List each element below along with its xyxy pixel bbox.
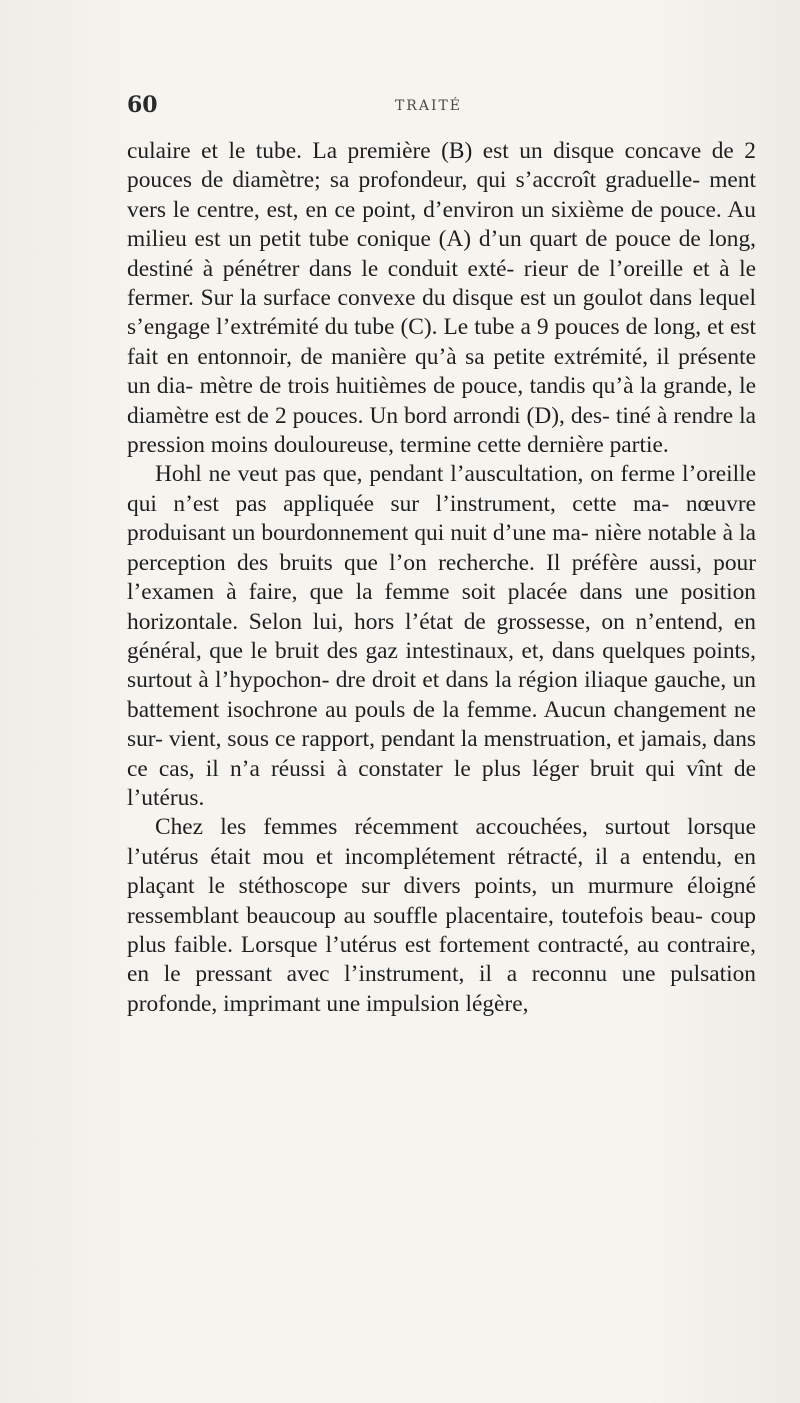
paragraph-3: Chez les femmes récemment accouchées, surtout lorsque l’utérus était mou et incomplétement rétracté, il a entendu, en plaçant le stéthoscope sur divers points, un murmure éloigné ressemblant beaucoup au souffle placentaire, toutefois beau- coup plus faible. Lorsque l’utérus est fortement contracté, au contraire, en le pressant avec l’instrument, il a reconnu une pulsation profonde, imprimant une impulsion légère,: [127, 814, 756, 1017]
paragraph-2: Hohl ne veut pas que, pendant l’auscultation, on ferme l’oreille qui n’est pas appliquée sur l’instrument, cette ma- nœuvre produisant un bourdonnement qui nuit d’une ma- nière notable à la perception des bruits que l’on recherche. Il préfère aussi, pour l’examen à faire, que la femme soit placée dans une position horizontale. Selon lui, hors l’état de grossesse, on n’entend, en général, que le bruit des gaz intestinaux, et, dans quelques points, surtout à l’hypochon- dre droit et dans la région iliaque gauche, un battement isochrone au pouls de la femme. Aucun changement ne sur- vient, sous ce rapport, pendant la menstruation, et jamais, dans ce cas, il n’a réussi à constater le plus léger bruit qui vînt de l’utérus.: [127, 461, 756, 811]
page-number: 60: [127, 92, 158, 118]
paragraph-1: culaire et le tube. La première (B) est un disque concave de 2 pouces de diamètre; sa profondeur, qui s’accroît graduelle- ment vers le centre, est, en ce point, d’environ un sixième de pouce. Au milieu est un petit tube conique (A) d’un quart de pouce de long, destiné à pénétrer dans le conduit exté- rieur de l’oreille et à le fermer. Sur la surface convexe du disque est un goulot dans lequel s’engage l’extrémité du tube (C). Le tube a 9 pouces de long, et est fait en entonnoir, de manière qu’à sa petite extrémité, il présente un dia- mètre de trois huitièmes de pouce, tandis qu’à la grande, le diamètre est de 2 pouces. Un bord arrondi (D), des- tiné à rendre la pression moins douloureuse, termine cette dernière partie.: [127, 138, 756, 459]
page-header: [127, 92, 730, 124]
running-head: TRAITÉ: [394, 98, 463, 114]
body-text: [127, 137, 756, 1019]
